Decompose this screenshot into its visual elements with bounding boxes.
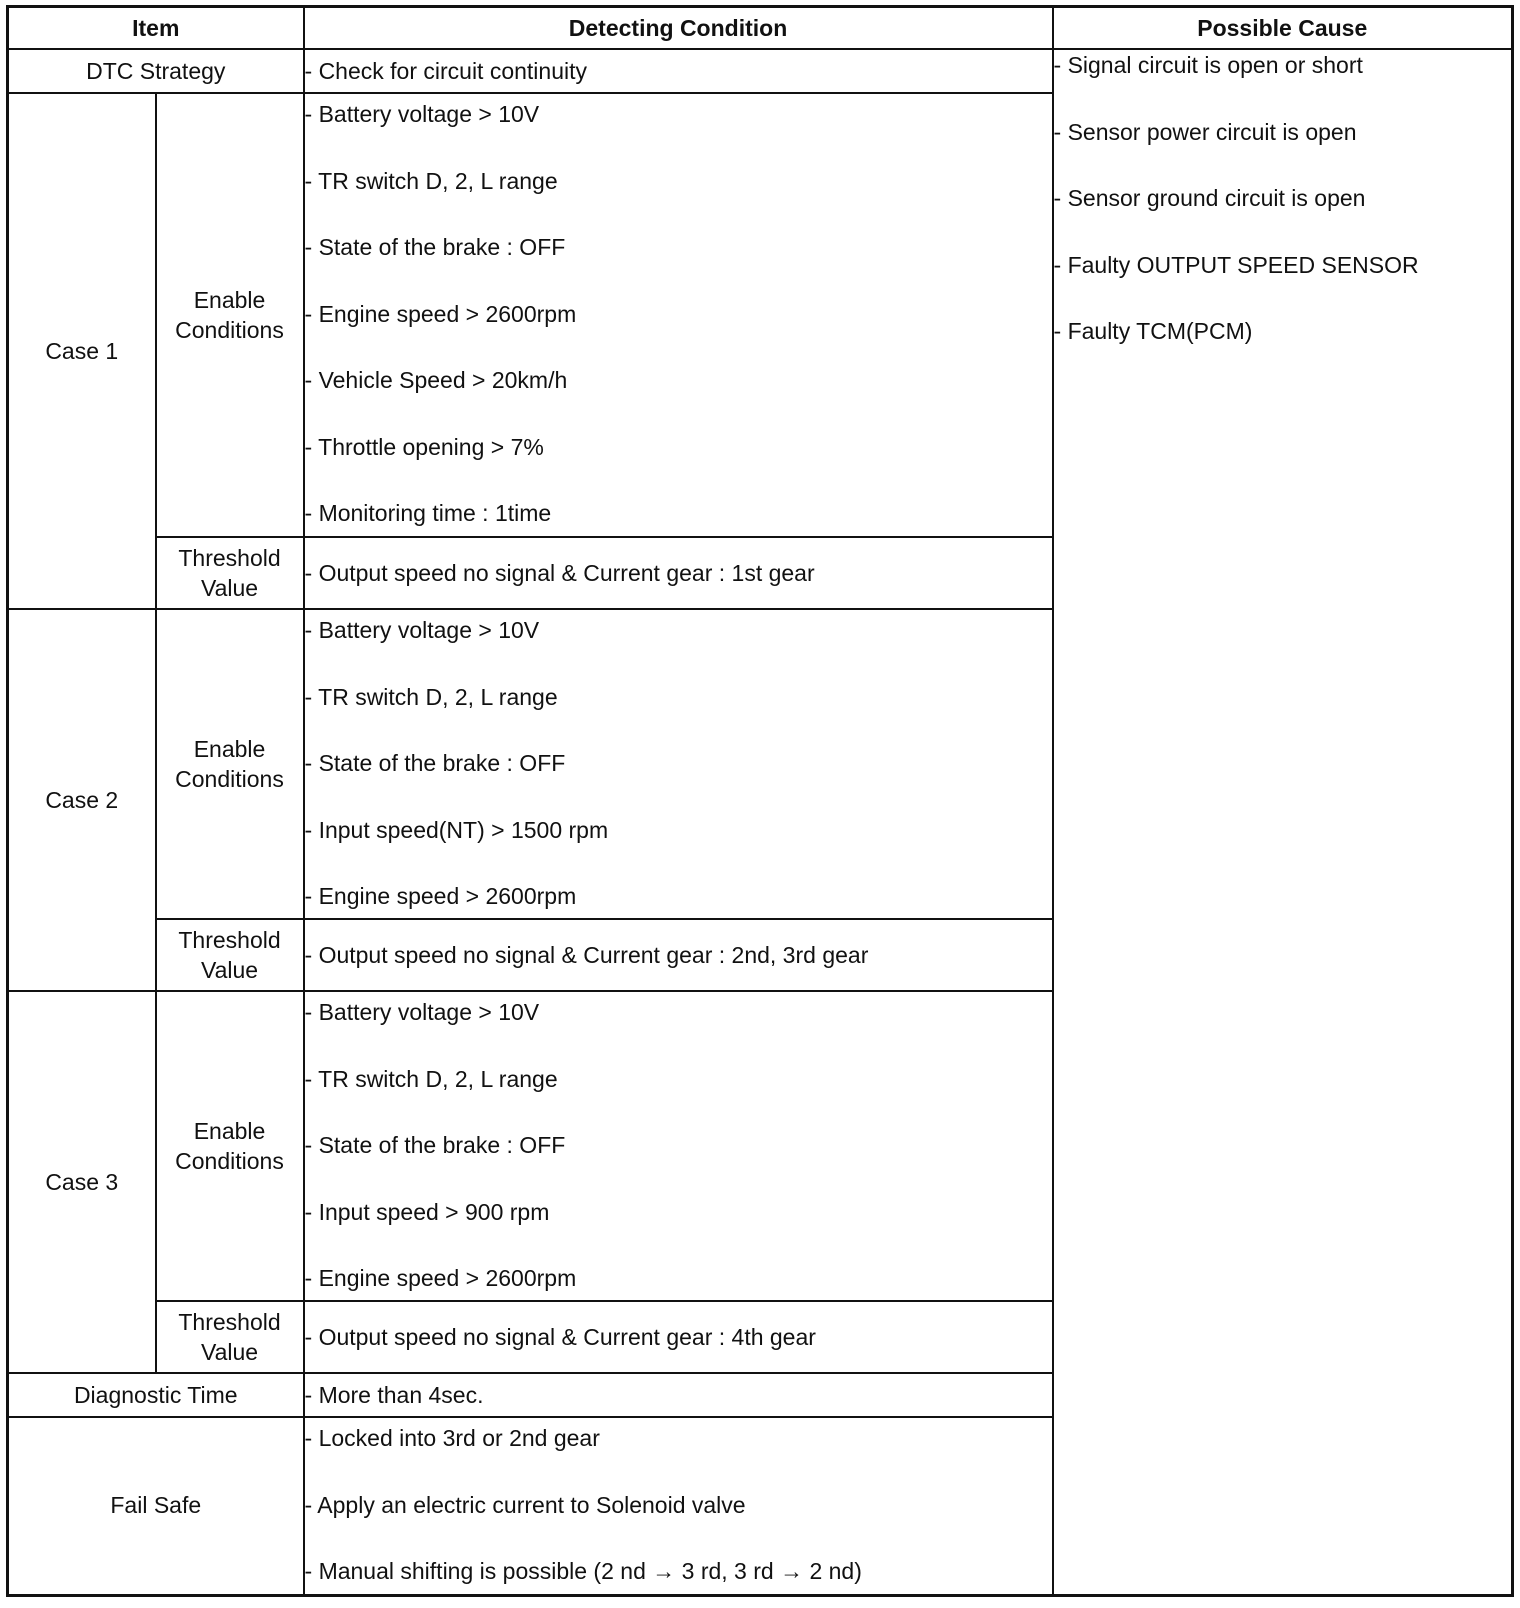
fail-safe-item: - Apply an electric current to Solenoid valve — [304, 1491, 746, 1518]
case1-threshold-label — [156, 537, 304, 609]
diagnostic-time-label: Diagnostic Time — [8, 1373, 304, 1417]
dtc-table-wrapper — [6, 5, 1514, 1597]
possible-cause-item: - Faulty OUTPUT SPEED SENSOR — [1053, 251, 1419, 278]
case2-enable-label — [156, 609, 304, 919]
condition-item: - Throttle opening > 7% — [304, 433, 544, 460]
threshold-label-line: Threshold — [178, 1309, 281, 1335]
case1-label: Case 1 — [8, 93, 156, 609]
case1-enable-label — [156, 93, 304, 537]
enable-label-line: Conditions — [175, 766, 284, 792]
threshold-label-line: Value — [200, 957, 259, 983]
condition-item: - Engine speed > 2600rpm — [304, 300, 577, 327]
condition-item: - TR switch D, 2, L range — [304, 1065, 558, 1092]
enable-label-line: Enable — [193, 287, 266, 313]
condition-item: - Battery voltage > 10V — [304, 617, 540, 643]
condition-item: - State of the brake : OFF — [304, 234, 566, 260]
case1-conditions — [304, 93, 1053, 537]
condition-item: - Battery voltage > 10V — [304, 999, 540, 1025]
case2-conditions — [304, 609, 1053, 919]
threshold-label-line: Value — [200, 1339, 259, 1365]
condition-item: - TR switch D, 2, L range — [304, 683, 558, 710]
dtc-strategy-row — [8, 49, 1513, 93]
condition-item: - Input speed > 900 rpm — [304, 1198, 550, 1225]
possible-cause-item: - Sensor power circuit is open — [1053, 118, 1357, 145]
case3-label: Case 3 — [8, 991, 156, 1373]
fail-safe-values — [304, 1417, 1053, 1595]
enable-label-line: Enable — [193, 736, 266, 762]
threshold-label-line: Threshold — [178, 927, 281, 953]
possible-cause-item: - Faulty TCM(PCM) — [1053, 318, 1253, 344]
condition-item: - Battery voltage > 10V — [304, 101, 540, 127]
header-possible-cause: Possible Cause — [1053, 7, 1513, 50]
case1-threshold-value: - Output speed no signal & Current gear : 1st gear — [304, 537, 1053, 609]
case3-threshold-label — [156, 1301, 304, 1373]
dtc-table — [6, 5, 1514, 1597]
threshold-label-line: Threshold — [178, 545, 281, 571]
threshold-label-line: Value — [200, 575, 259, 601]
enable-label-line: Enable — [193, 1118, 266, 1144]
possible-cause-item: - Sensor ground circuit is open — [1053, 185, 1366, 211]
fail-safe-item: - Manual shifting is possible (2 nd → 3 rd, 3 rd → 2 nd) — [304, 1558, 862, 1584]
header-item: Item — [8, 7, 304, 50]
fail-safe-label: Fail Safe — [8, 1417, 304, 1595]
possible-cause-item: - Signal circuit is open or short — [1053, 52, 1363, 78]
fail-safe-item: - Locked into 3rd or 2nd gear — [304, 1425, 600, 1451]
case3-conditions — [304, 991, 1053, 1301]
case2-label: Case 2 — [8, 609, 156, 991]
enable-label-line: Conditions — [175, 1148, 284, 1174]
case2-threshold-value: - Output speed no signal & Current gear : 2nd, 3rd gear — [304, 919, 1053, 991]
possible-cause-cell — [1053, 49, 1513, 1595]
enable-label-line: Conditions — [175, 317, 284, 343]
diagnostic-time-value: - More than 4sec. — [304, 1373, 1053, 1417]
dtc-strategy-value: - Check for circuit continuity — [304, 49, 1053, 93]
dtc-strategy-label: DTC Strategy — [8, 49, 304, 93]
header-row — [8, 7, 1513, 50]
condition-item: - State of the brake : OFF — [304, 1132, 566, 1158]
condition-item: - Input speed(NT) > 1500 rpm — [304, 816, 609, 843]
condition-item: - State of the brake : OFF — [304, 750, 566, 776]
case2-threshold-label — [156, 919, 304, 991]
condition-item: - Monitoring time : 1time — [304, 500, 552, 526]
condition-item: - Engine speed > 2600rpm — [304, 883, 577, 909]
case3-threshold-value: - Output speed no signal & Current gear : 4th gear — [304, 1301, 1053, 1373]
condition-item: - Vehicle Speed > 20km/h — [304, 367, 568, 393]
condition-item: - Engine speed > 2600rpm — [304, 1265, 577, 1291]
header-detecting-condition: Detecting Condition — [304, 7, 1053, 50]
condition-item: - TR switch D, 2, L range — [304, 167, 558, 194]
case3-enable-label — [156, 991, 304, 1301]
